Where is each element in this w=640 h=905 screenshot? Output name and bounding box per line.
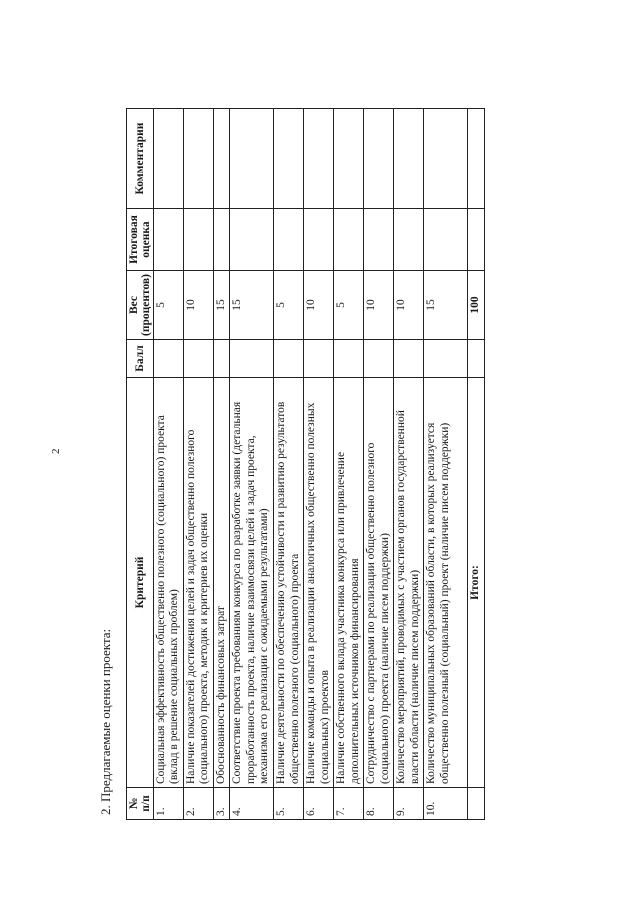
- row-comment: [334, 109, 364, 209]
- row-number: 1.: [154, 788, 184, 820]
- row-score: [230, 340, 274, 378]
- table-header-row: [127, 109, 154, 820]
- table-row: [184, 109, 214, 820]
- total-num-cell: [468, 788, 484, 820]
- row-score: [154, 340, 184, 378]
- table-row: [304, 109, 334, 820]
- row-number: 3.: [214, 788, 230, 820]
- table-body: [154, 109, 468, 820]
- evaluation-table: [126, 108, 485, 820]
- row-criterion: Обоснованность финансовых затрат: [214, 378, 230, 788]
- row-criterion: Наличие собственного вклада участника конкурса или привлечение дополнительных источников финансирования: [334, 378, 364, 788]
- total-final-cell: [468, 209, 484, 271]
- row-final-score: [230, 209, 274, 271]
- header-final-line1: Итоговая: [128, 215, 140, 264]
- row-final-score: [154, 209, 184, 271]
- total-weight: 100: [468, 271, 484, 340]
- row-number: 2.: [184, 788, 214, 820]
- row-number: 8.: [364, 788, 394, 820]
- row-criterion: Наличие показателей достижения целей и задач общественно полезного (социального) проекта, методик и критериев их оценки: [184, 378, 214, 788]
- row-score: [394, 340, 424, 378]
- row-comment: [364, 109, 394, 209]
- row-score: [364, 340, 394, 378]
- row-comment: [184, 109, 214, 209]
- row-final-score: [364, 209, 394, 271]
- total-row: [468, 109, 484, 820]
- row-final-score: [304, 209, 334, 271]
- table-row: [334, 109, 364, 820]
- row-number: 4.: [230, 788, 274, 820]
- row-final-score: [214, 209, 230, 271]
- header-comments: Комментарии: [127, 109, 154, 209]
- row-comment: [424, 109, 468, 209]
- row-criterion: Наличие деятельности по обеспечению устойчивости и развитию результатов общественно полезного (социального) проекта: [274, 378, 304, 788]
- row-criterion: Социальная эффективность общественно полезного (социального) проекта (вклад в решение социальных проблем): [154, 378, 184, 788]
- row-score: [184, 340, 214, 378]
- row-criterion: Соответствие проекта требованиям конкурса по разработке заявки (детальная проработанность проекта, наличие взаимосвязи целей и задач проекта, механизма его реализации с ожидаемыми результатами): [230, 378, 274, 788]
- row-score: [274, 340, 304, 378]
- row-final-score: [274, 209, 304, 271]
- row-weight: 10: [364, 271, 394, 340]
- row-final-score: [184, 209, 214, 271]
- row-comment: [154, 109, 184, 209]
- row-number: 9.: [394, 788, 424, 820]
- header-num-line1: №: [128, 797, 140, 810]
- section-title: 2. Предлагаемые оценки проекта:: [98, 628, 113, 815]
- header-weight-line1: Вес: [128, 296, 140, 315]
- table-row: [230, 109, 274, 820]
- row-weight: 5: [154, 271, 184, 340]
- table-row: [364, 109, 394, 820]
- row-criterion: Количество муниципальных образований области, в которых реализуется общественно полезный (социальный) проект (наличие писем поддержки): [424, 378, 468, 788]
- row-number: 5.: [274, 788, 304, 820]
- row-number: 7.: [334, 788, 364, 820]
- row-criterion: Количество мероприятий, проводимых с участием органов государственной власти области (наличие писем поддержки): [394, 378, 424, 788]
- row-weight: 15: [230, 271, 274, 340]
- row-weight: 5: [274, 271, 304, 340]
- row-final-score: [334, 209, 364, 271]
- row-weight: 10: [394, 271, 424, 340]
- table-row: [394, 109, 424, 820]
- row-weight: 15: [214, 271, 230, 340]
- header-score: Балл: [127, 340, 154, 378]
- row-weight: 5: [334, 271, 364, 340]
- row-weight: 10: [304, 271, 334, 340]
- table-row: [154, 109, 184, 820]
- table-row: [274, 109, 304, 820]
- header-num-line2: п/п: [140, 795, 153, 812]
- row-criterion: Наличие команды и опыта в реализации аналогичных общественно полезных (социальных) проектов: [304, 378, 334, 788]
- total-score-cell: [468, 340, 484, 378]
- row-score: [304, 340, 334, 378]
- row-final-score: [424, 209, 468, 271]
- row-comment: [274, 109, 304, 209]
- header-weight-line2: (процентов): [140, 274, 153, 336]
- total-label: Итого:: [468, 378, 484, 788]
- header-num: [127, 788, 154, 820]
- row-score: [334, 340, 364, 378]
- row-weight: 15: [424, 271, 468, 340]
- row-comment: [394, 109, 424, 209]
- page-number: 2: [50, 448, 62, 454]
- row-weight: 10: [184, 271, 214, 340]
- total-comment-cell: [468, 109, 484, 209]
- row-number: 10.: [424, 788, 468, 820]
- row-final-score: [394, 209, 424, 271]
- header-criterion: Критерий: [127, 378, 154, 788]
- table-row: [214, 109, 230, 820]
- header-weight: [127, 271, 154, 340]
- row-criterion: Сотрудничество с партнерами по реализации общественно полезного (социального) проекта (наличие писем поддержки): [364, 378, 394, 788]
- header-final: [127, 209, 154, 271]
- table-row: [424, 109, 468, 820]
- row-comment: [230, 109, 274, 209]
- row-comment: [214, 109, 230, 209]
- header-final-line2: оценка: [140, 221, 153, 258]
- row-number: 6.: [304, 788, 334, 820]
- row-score: [424, 340, 468, 378]
- row-comment: [304, 109, 334, 209]
- row-score: [214, 340, 230, 378]
